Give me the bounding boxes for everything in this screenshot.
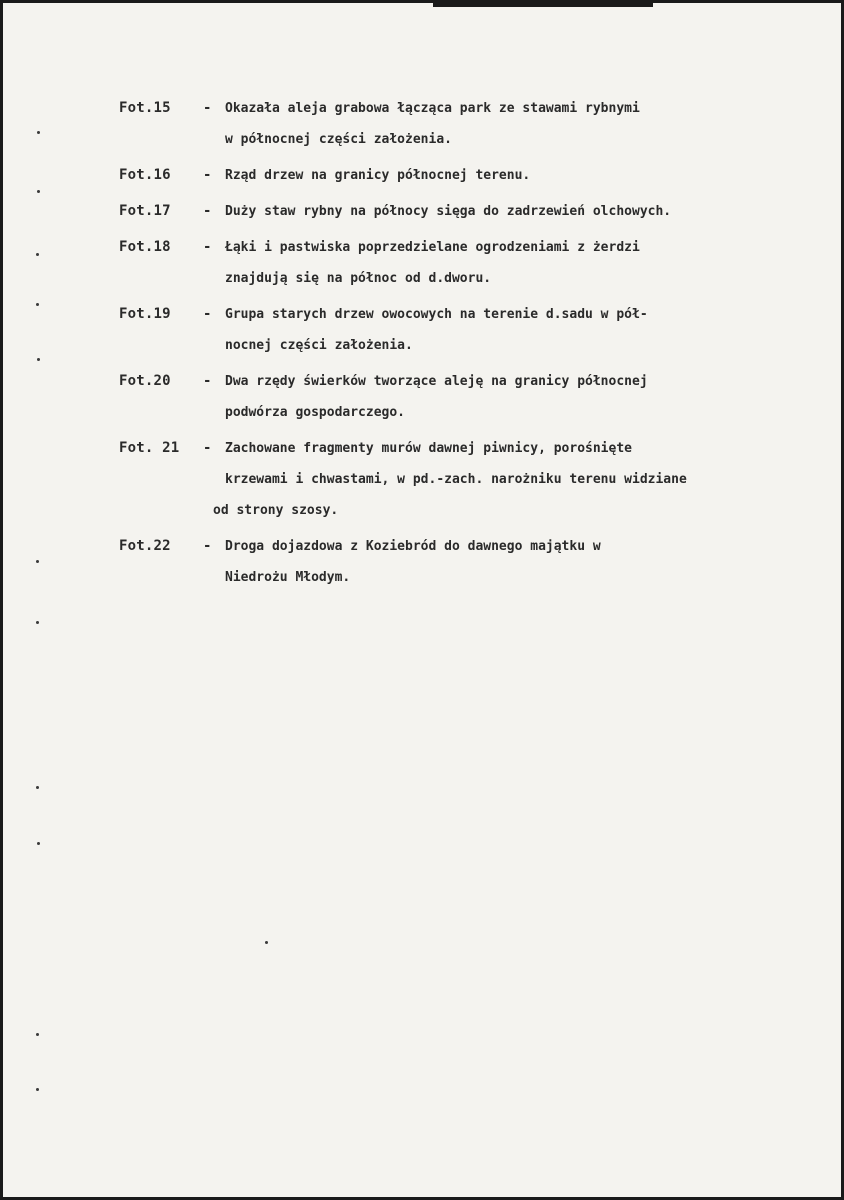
- caption-text: [225, 160, 831, 191]
- margin-mark: [37, 358, 40, 361]
- margin-mark: [265, 941, 268, 944]
- photo-caption-list: [119, 93, 831, 593]
- photo-number: Fot.19: [119, 306, 171, 322]
- caption-entry: [119, 531, 831, 593]
- separator-dash: -: [203, 239, 212, 255]
- photo-number: Fot.22: [119, 538, 171, 554]
- caption-line: Droga dojazdowa z Koziebród do dawnego majątku w: [225, 539, 601, 554]
- photo-number: Fot.17: [119, 203, 171, 219]
- caption-text: [225, 196, 831, 227]
- caption-line: nocnej części założenia.: [225, 338, 413, 353]
- caption-text: [225, 366, 831, 428]
- margin-mark: [36, 303, 39, 306]
- margin-mark: [37, 842, 40, 845]
- separator-dash: -: [203, 167, 212, 183]
- scan-edge-mark: [433, 3, 653, 7]
- photo-number: Fot. 21: [119, 440, 180, 456]
- photo-number: Fot.16: [119, 167, 171, 183]
- caption-line: znajdują się na północ od d.dworu.: [225, 271, 492, 286]
- margin-mark: [36, 1033, 39, 1036]
- photo-number: Fot.20: [119, 373, 171, 389]
- caption-line: Grupa starych drzew owocowych na terenie d.sadu w pół-: [225, 307, 648, 322]
- caption-entry: [119, 232, 831, 294]
- caption-entry: [119, 160, 831, 191]
- caption-line: Duży staw rybny na północy sięga do zadrzewień olchowych.: [225, 204, 672, 219]
- separator-dash: -: [203, 538, 212, 554]
- caption-text: [213, 433, 831, 526]
- caption-line: w północnej części założenia.: [225, 132, 452, 147]
- separator-dash: -: [203, 440, 212, 456]
- caption-text: [225, 531, 831, 593]
- caption-entry: [119, 299, 831, 361]
- caption-text: [225, 93, 831, 155]
- margin-mark: [36, 560, 39, 563]
- caption-entry: [119, 196, 831, 227]
- margin-mark: [36, 621, 39, 624]
- margin-mark: [36, 786, 39, 789]
- caption-text: [225, 299, 831, 361]
- caption-text: [225, 232, 831, 294]
- caption-entry: [119, 366, 831, 428]
- separator-dash: -: [203, 373, 212, 389]
- photo-number: Fot.15: [119, 100, 171, 116]
- margin-mark: [37, 131, 40, 134]
- caption-line: Niedrożu Młodym.: [225, 570, 351, 585]
- margin-mark: [37, 190, 40, 193]
- caption-line: Zachowane fragmenty murów dawnej piwnicy, porośnięte: [225, 441, 632, 456]
- caption-line: Rząd drzew na granicy północnej terenu.: [225, 168, 531, 183]
- separator-dash: -: [203, 203, 212, 219]
- separator-dash: -: [203, 306, 212, 322]
- caption-entry: [119, 93, 831, 155]
- margin-mark: [36, 253, 39, 256]
- caption-line: Okazała aleja grabowa łącząca park ze stawami rybnymi: [225, 101, 640, 116]
- caption-entry: [119, 433, 831, 526]
- margin-mark: [36, 1088, 39, 1091]
- separator-dash: -: [203, 100, 212, 116]
- caption-line: podwórza gospodarczego.: [225, 405, 406, 420]
- caption-line: Dwa rzędy świerków tworzące aleję na granicy północnej: [225, 374, 648, 389]
- caption-line: Łąki i pastwiska poprzedzielane ogrodzeniami z żerdzi: [225, 240, 640, 255]
- photo-number: Fot.18: [119, 239, 171, 255]
- caption-line: od strony szosy.: [213, 503, 339, 518]
- caption-line: krzewami i chwastami, w pd.-zach. narożniku terenu widziane: [225, 472, 687, 487]
